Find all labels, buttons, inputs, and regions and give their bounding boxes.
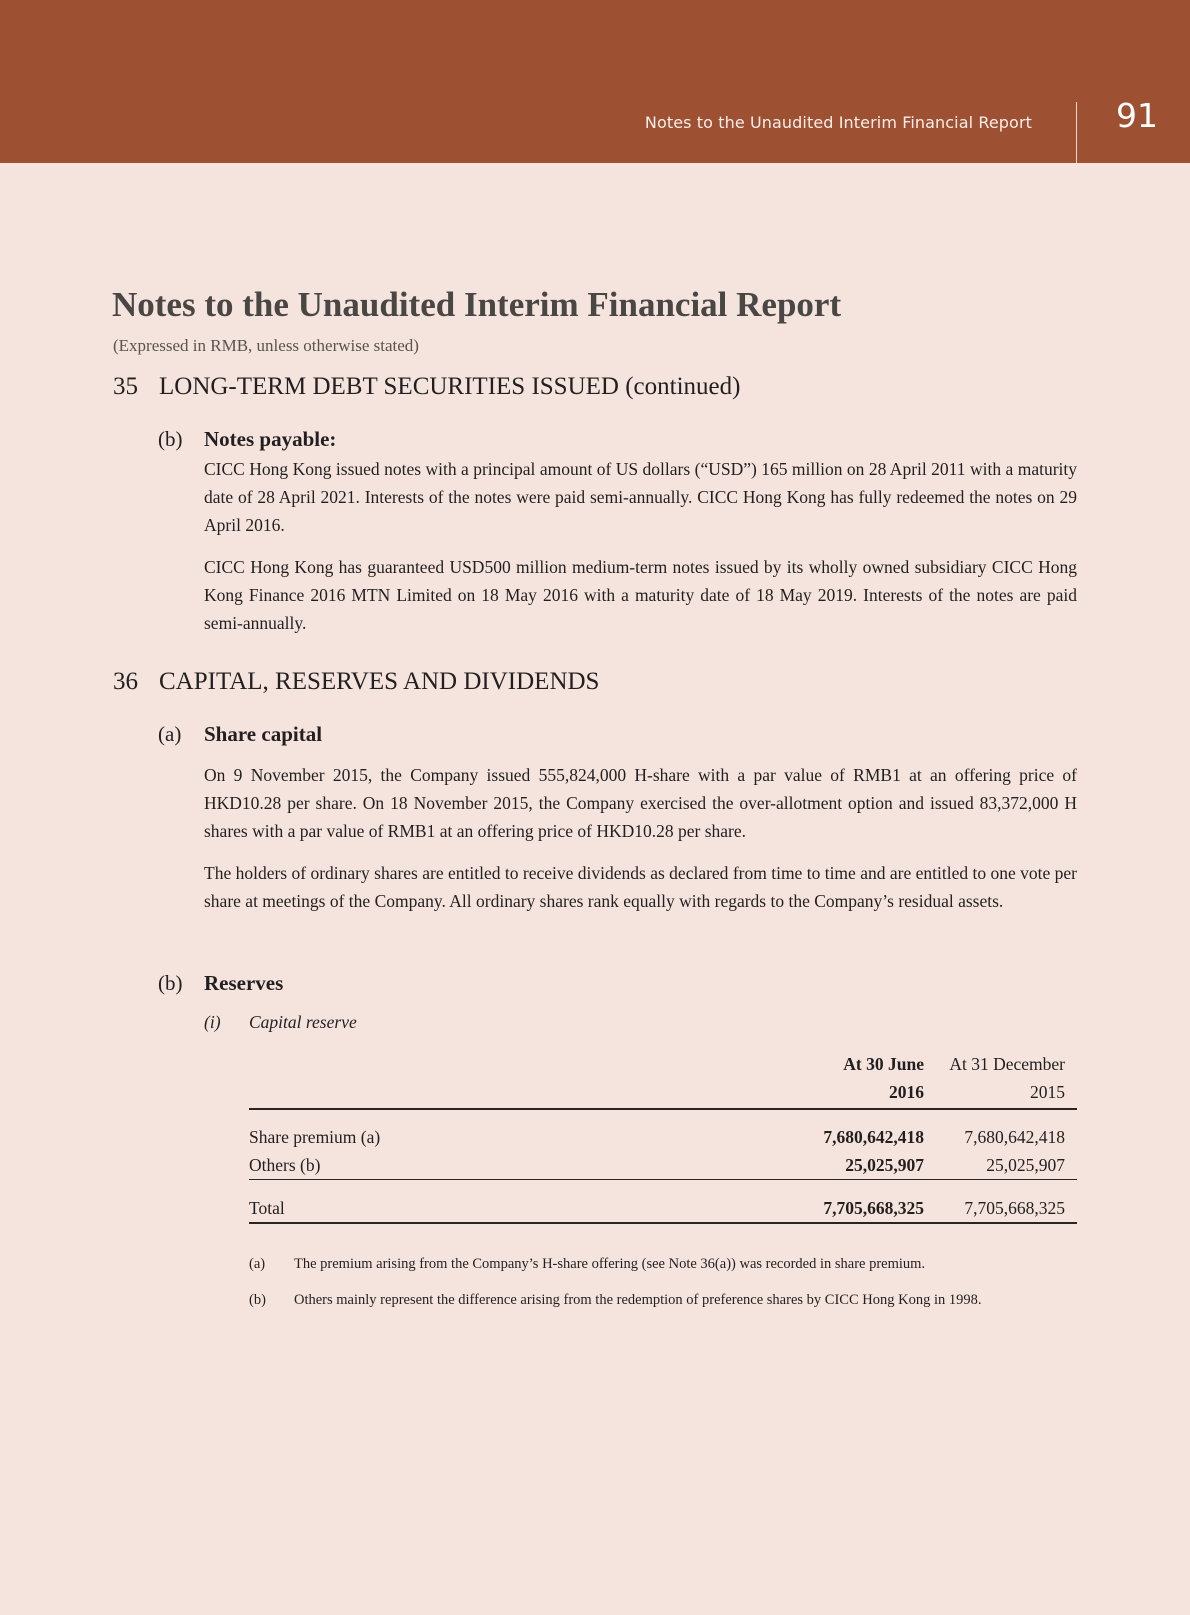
table-row [249, 1151, 1077, 1179]
capital-reserve-table [249, 1050, 1077, 1224]
page-subtitle: (Expressed in RMB, unless otherwise stated) [113, 336, 419, 355]
section-title: LONG-TERM DEBT SECURITIES ISSUED (continued) [159, 373, 741, 400]
value-2015: 7,680,642,418 [964, 1127, 1065, 1147]
row-label: Others (b) [249, 1155, 321, 1175]
section-number: 35 [113, 373, 138, 400]
paragraph: The holders of ordinary shares are entitled to receive dividends as declared from time to time and are entitled to one vote per share at meetings of the Company. All ordinary shares rank equally with regards to the Company’s residual assets. [204, 863, 1077, 911]
section-35-heading [113, 373, 740, 401]
value-2016: 7,680,642,418 [823, 1127, 924, 1147]
subsection-tag: (b) [158, 427, 183, 451]
footnote-text: Others mainly represent the difference arising from the redemption of preference shares by CICC Hong Kong in 1998. [294, 1292, 982, 1308]
table-header [249, 1050, 1077, 1110]
value-2016: 25,025,907 [845, 1155, 924, 1175]
column-header-2015: At 31 December 2015 [949, 1054, 1065, 1102]
paragraph: On 9 November 2015, the Company issued 555,824,000 H-share with a par value of RMB1 at an offering price of HKD10.28 per share. On 18 November 2015, the Company exercised the over-allotment option and issued 83,372,000 H shares with a par value of RMB1 at an offering price of HKD10.28 per share. [204, 765, 1077, 841]
total-2016: 7,705,668,325 [823, 1198, 924, 1218]
footnote-tag: (b) [249, 1292, 266, 1308]
running-title: Notes to the Unaudited Interim Financial Report [644, 113, 1032, 132]
footnote-a [249, 1256, 925, 1273]
paragraph: CICC Hong Kong issued notes with a principal amount of US dollars (“USD”) 165 million on 28 April 2011 with a maturity date of 28 April 2021. Interests of the notes were paid semi-annually. CICC Hong Kong has fully redeemed the notes on 29 April 2016. [204, 459, 1077, 535]
paragraph: CICC Hong Kong has guaranteed USD500 million medium-term notes issued by its wholly owned subsidiary CICC Hong Kong Finance 2016 MTN Limited on 18 May 2016 with a maturity date of 18 May 2019. Interests of the notes are paid semi-annually. [204, 557, 1077, 633]
subsection-notes-payable-heading [158, 427, 336, 452]
section-title: CAPITAL, RESERVES AND DIVIDENDS [159, 668, 600, 695]
item-tag: (i) [204, 1012, 221, 1032]
column-header-2016: At 30 June 2016 [843, 1054, 924, 1102]
header-divider [1076, 102, 1077, 163]
table-row [249, 1123, 1077, 1151]
subsection-share-capital-heading [158, 722, 322, 747]
subsection-tag: (b) [158, 971, 183, 995]
subsection-title: Share capital [204, 722, 323, 746]
subsection-tag: (a) [158, 722, 182, 746]
page-title: Notes to the Unaudited Interim Financial Report [112, 285, 842, 324]
subsection-title: Notes payable: [204, 427, 337, 451]
subsection-reserves-heading [158, 971, 283, 996]
header-band [0, 0, 1190, 163]
footnote-tag: (a) [249, 1256, 266, 1272]
item-title: Capital reserve [249, 1012, 357, 1032]
table-body [249, 1110, 1077, 1180]
footnote-text: The premium arising from the Company’s H-share offering (see Note 36(a)) was recorded in share premium. [294, 1256, 926, 1272]
section-36-heading [113, 668, 599, 696]
row-label: Total [249, 1198, 285, 1218]
value-2015: 25,025,907 [986, 1155, 1065, 1175]
table-total-row [249, 1180, 1077, 1224]
row-label: Share premium (a) [249, 1127, 381, 1147]
page-number: 91 [1116, 96, 1158, 135]
footnote-b [249, 1292, 981, 1309]
capital-reserve-heading [204, 1012, 357, 1033]
section-number: 36 [113, 668, 138, 695]
total-2015: 7,705,668,325 [964, 1198, 1065, 1218]
subsection-title: Reserves [204, 971, 284, 995]
